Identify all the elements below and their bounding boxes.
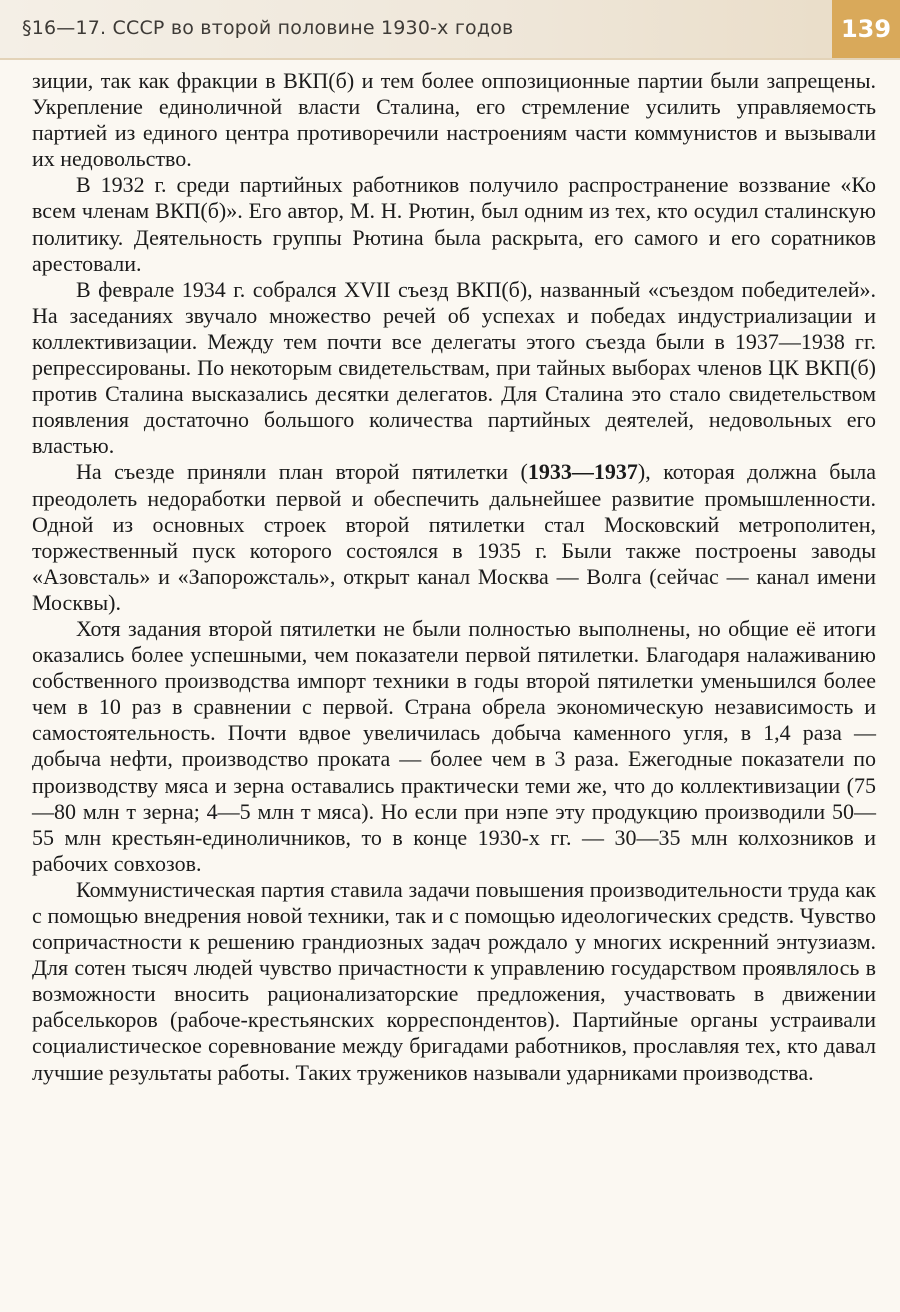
paragraph-6: Коммунистическая партия ставила задачи повышения производительности труда как с помощью внедрения новой техники, так и с помощью идеологических средств. Чувство сопричастности к решению грандиозных задач рождало у многих искренний энтузиазм. Для сотен тысяч людей чувство причастности к управлению государством проявлялось в возможности вносить рационализаторские предложения, участвовать в движении рабселькоров (рабоче-крестьянских корреспондентов). Партийные органы устраивали социалистическое соревнование между бригадами работников, прославляя тех, кто давал лучшие результаты работы. Таких тружеников называли ударниками производства. (32, 876, 876, 1085)
page-header (0, 0, 900, 60)
paragraph-5: Хотя задания второй пятилетки не были полностью выполнены, но общие её итоги оказались более успешными, чем показатели первой пятилетки. Благодаря налаживанию собственного производства импорт техники в годы второй пятилетки уменьшился более чем в 10 раз в сравнении с первой. Страна обрела экономическую независимость и самостоятельность. Почти вдвое увеличилась добыча каменного угля, в 1,4 раза — добыча нефти, производство проката — более чем в 3 раза. Ежегодные показатели по производству мяса и зерна оставались практически теми же, что до коллективизации (75—80 млн т зерна; 4—5 млн т мяса). Но если при нэпе эту продукцию производили 50—55 млн крестьян-единоличников, то в конце 1930-х гг. — 30—35 млн колхозников и рабочих совхозов. (32, 615, 876, 876)
paragraph-2: В 1932 г. среди партийных работников получило распространение воззвание «Ко всем членам ВКП(б)». Его автор, М. Н. Рютин, был одним из тех, кто осудил сталинскую политику. Деятельность группы Рютина была раскрыта, его самого и его соратников арестовали. (32, 172, 876, 276)
body-text (32, 68, 876, 1086)
chapter-title: §16—17. СССР во второй половине 1930-х годов (22, 17, 514, 39)
paragraph-4 (32, 459, 876, 616)
paragraph-1: зиции, так как фракции в ВКП(б) и тем более оппозиционные партии были запрещены. Укрепление единоличной власти Сталина, его стремление усилить управляемость партией из единого центра противоречили настроениям части коммунистов и вызывали их недовольство. (32, 68, 876, 172)
five-year-plan-years: 1933—1937 (527, 459, 638, 485)
paragraph-3: В феврале 1934 г. собрался XVII съезд ВКП(б), названный «съездом победителей». На заседаниях звучало множество речей об успехах и победах индустриализации и коллективизации. Между тем почти все делегаты этого съезда были в 1937—1938 гг. репрессированы. По некоторым свидетельствам, при тайных выборах членов ЦК ВКП(б) против Сталина высказались десятки делегатов. Для Сталина это стало свидетельством появления достаточно большого количества партийных деятелей, недовольных его властью. (32, 276, 876, 459)
paragraph-4-start: На съезде приняли план второй пятилетки ( (76, 459, 528, 485)
page-number: 139 (832, 0, 900, 58)
paragraph-4-end: ), которая должна была преодолеть недоработки первой и обеспечить дальнейшее развитие промышленности. Одной из основных строек второй пятилетки стал Московский метрополитен, торжественный пуск которого состоялся в 1935 г. Были также построены заводы «Азовсталь» и «Запорожсталь», открыт канал Москва — Волга (сейчас — канал имени Москвы). (32, 459, 877, 615)
